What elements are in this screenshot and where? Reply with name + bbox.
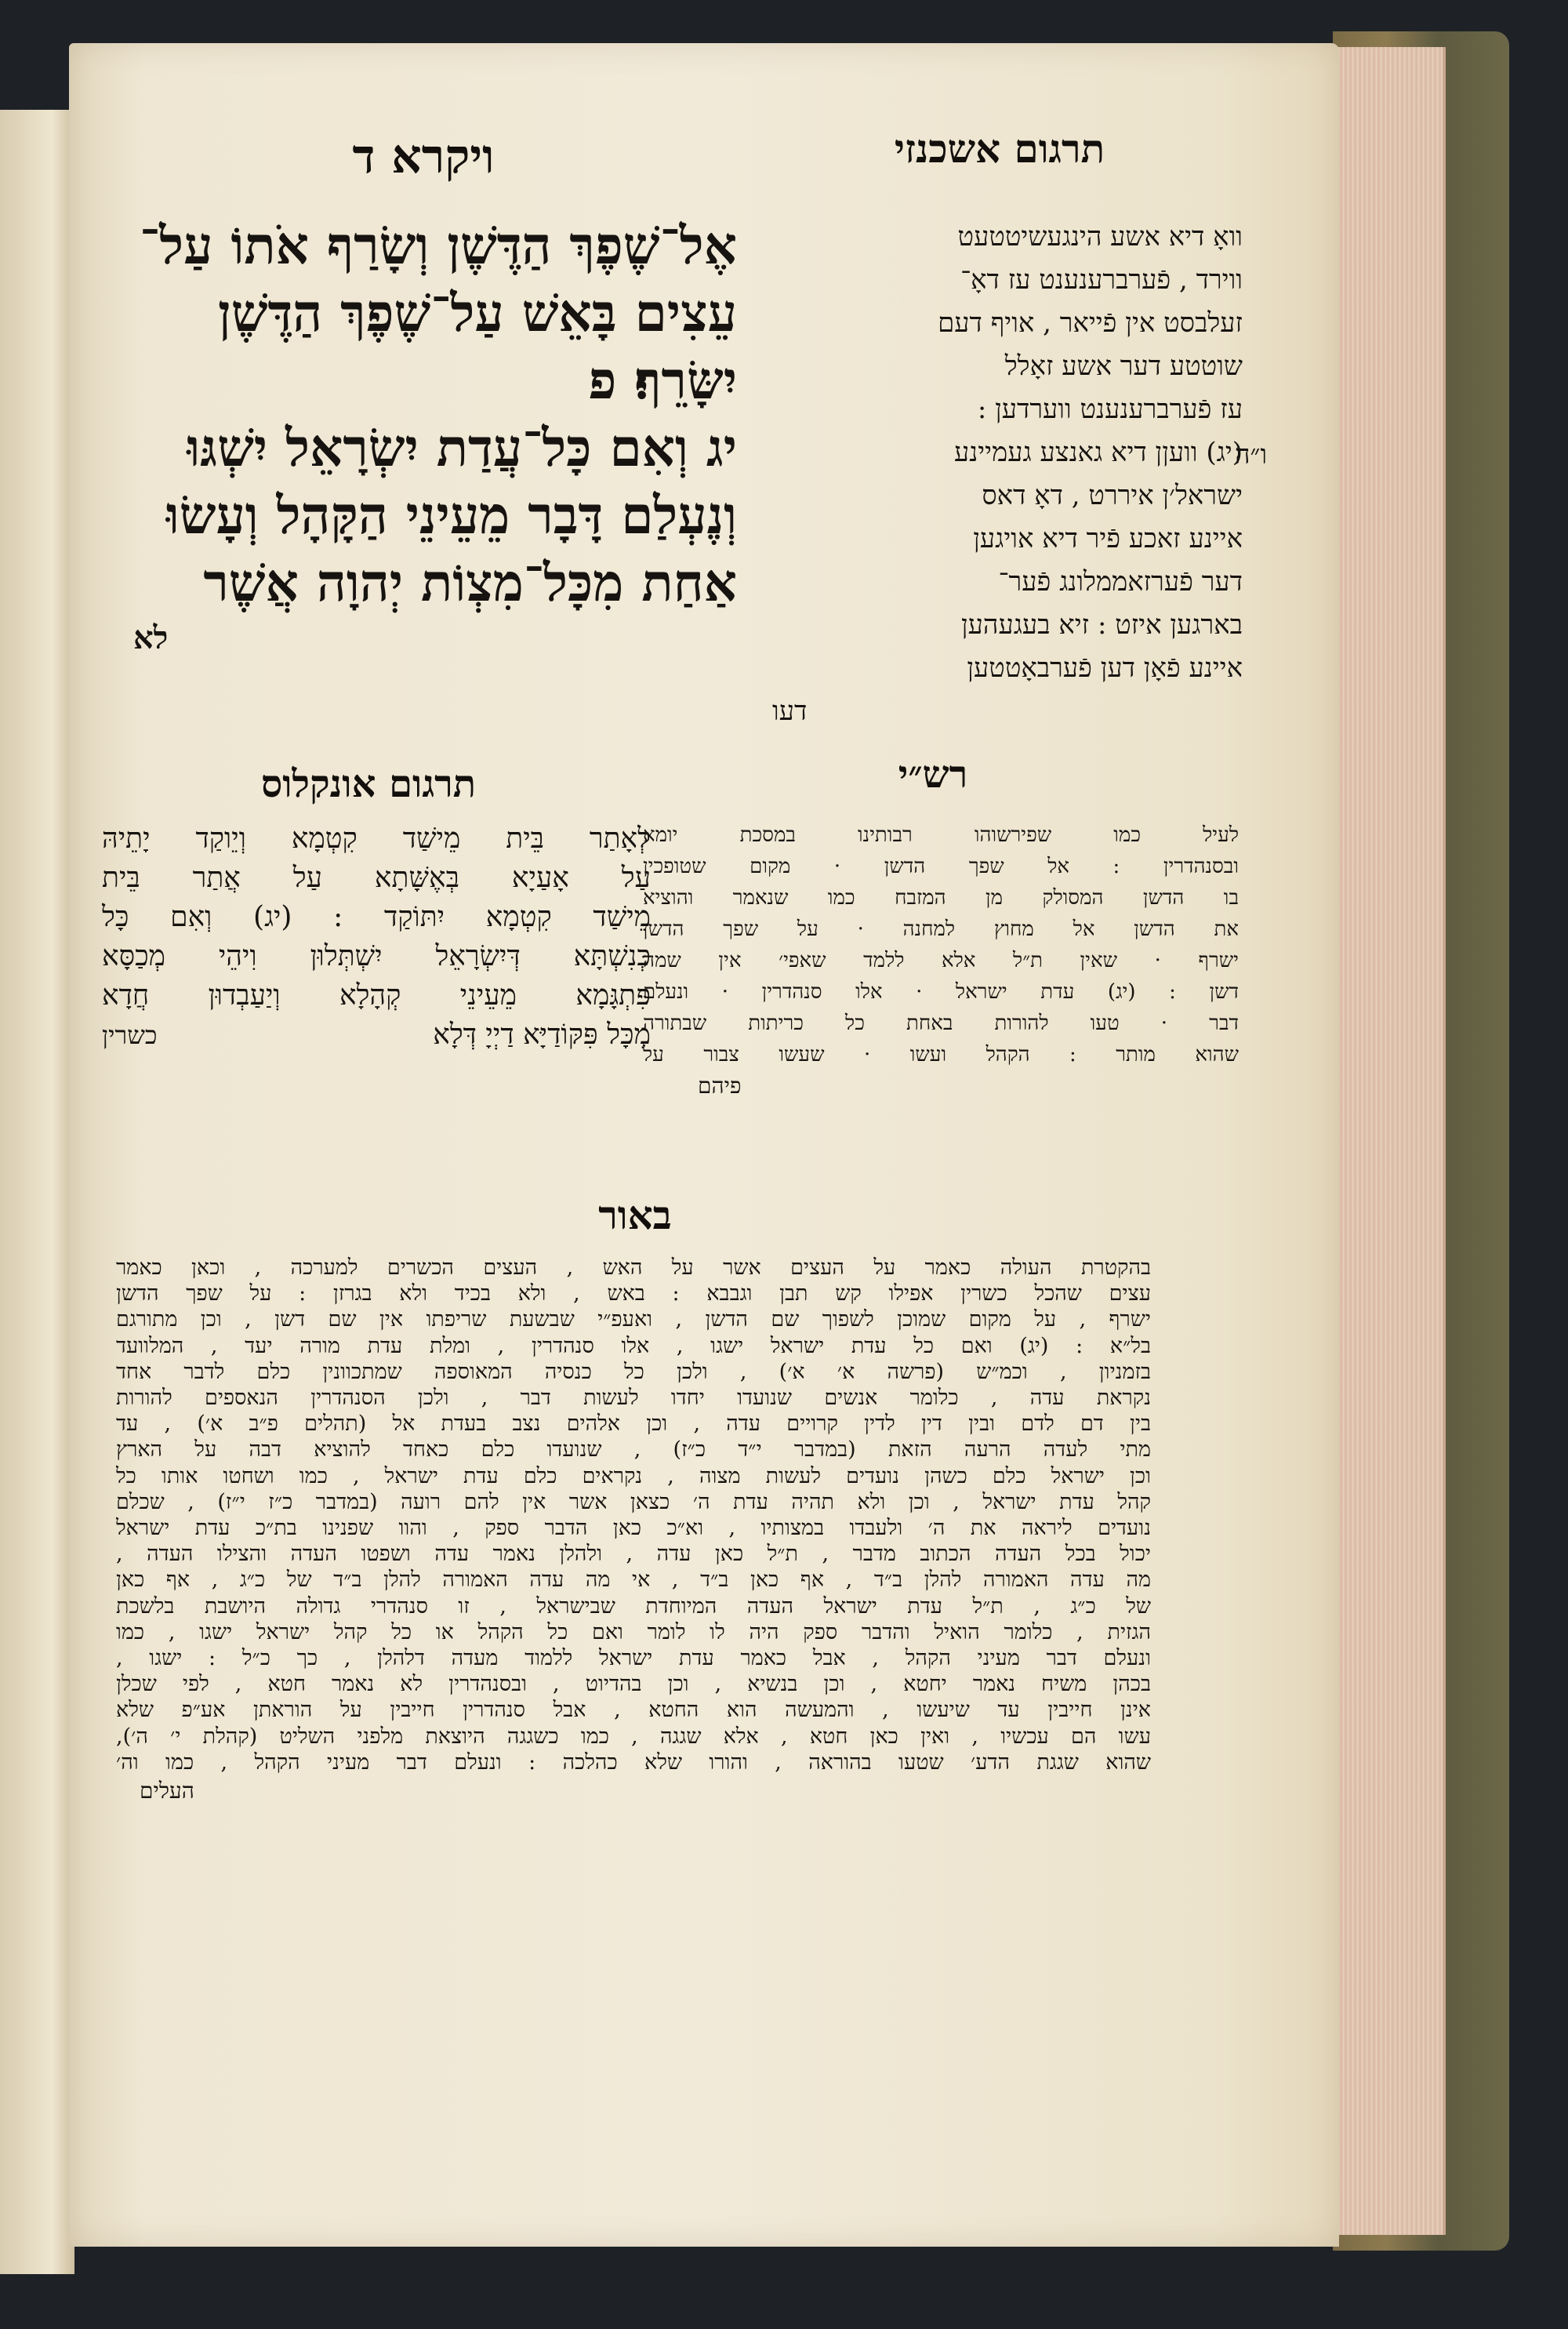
yiddish-line: ווירד , פֿערברענענט עז דאָ־ <box>960 264 1243 296</box>
biur-line: עשו הם עכשיו , ואין כאן חטא , אלא שגגה , כמו כשגגה היוצאת מלפני השליט (קהלת י׳ ה׳), <box>116 1724 1151 1749</box>
biur-catchword: העלים <box>140 1778 194 1804</box>
onkelos-line: לְאָתַר בֵּית מֵישַׁד קִטְמָא וְיֵוקַד יָתֵיהּ <box>102 823 651 855</box>
rashi-title: רש״י <box>898 753 968 797</box>
biur-line: מה עדה האמורה להלן ב״ד , אף כאן ב״ד , אי מה עדה האמורה להלן ב״ד של כ״ג , אף כאן <box>116 1568 1151 1593</box>
biur-line: קהל עדת ישראל , וכן ולא תהיה עדת ה׳ כצאן אשר אין להם רועה (במדבר כ״ז י״ז) , שכלם <box>116 1489 1151 1514</box>
rashi-line: בו הדשן המסולק מן המזבח כמו שנאמר והוציא <box>643 886 1239 910</box>
yiddish-line: דער פֿערזאממלונג פֿער־ <box>998 566 1243 598</box>
onkelos-line: מֵישַׁד קִטְמָא יִתּוֹקַד : (יג) וְאִם כָּל <box>102 901 651 933</box>
yiddish-line: איינע זאכע פֿיר דיא אויגען <box>973 523 1243 554</box>
onkelos-line: מִכָּל פִּקּוֹדַיָּא דַיְיָ דְּלָא <box>433 1019 651 1051</box>
biur-line: יכול בכל העדה הכתוב מדבר , ת״ל כאן עדה , ולהלן נאמר עדה ושפטו העדה והצילו העדה , <box>116 1542 1151 1567</box>
biur-line: מתי לעדה הרעה הזאת (במדבר י״ד כ״ז) , שנועדו כלם כאחד להוציא דבה על הארץ <box>116 1437 1151 1462</box>
rashi-line: ובסנהדרין : אל שפך הדשן · מקום שטופכין <box>643 855 1239 878</box>
biur-line: בהקטרת העולה כאמר על העצים אשר על האש , העצים הכשרים למערכה , וכאן כאמר <box>116 1255 1151 1280</box>
yiddish-translation <box>757 216 1243 733</box>
biur-line: הגזית , כלומר הואיל והדבר ספק היה לו לומר ואם כל הקהל או כל קהל ישראל ישגו , כמו <box>116 1619 1151 1644</box>
rashi-line: את הדשן אל מחוץ למחנה · על שפך הדשן <box>643 917 1239 941</box>
onkelos-block <box>102 819 651 1055</box>
yiddish-line: עז פֿערברענענט ווערדען : <box>977 394 1243 425</box>
rashi-line: דבר · טעו להורות באחת כל כריתות שבתורה <box>643 1012 1239 1035</box>
yiddish-line: בארגען איזט : זיא בעגעהען <box>961 609 1243 641</box>
verse-line: יִשָּׂרֵף׃ פ <box>588 350 737 411</box>
verse-line: עֵצִים בָּאֵשׁ עַל־שֶׁפֶךְ הַדֶּשֶׁן <box>217 282 737 343</box>
rashi-line: שהוא מותר : הקהל ועשו · שעשו צבור על <box>643 1043 1239 1066</box>
rashi-catchword: פיהם <box>698 1073 742 1099</box>
rashi-line: לעיל כמו שפירשוהו רבותינו במסכת יומא <box>643 823 1239 847</box>
biur-line: שהוא שגגת הדע׳ שטעו בהוראה , והורו שלא כהלכה : ונעלם דבר מעיני הקהל , כמו וה׳ <box>116 1749 1151 1775</box>
onkelos-line: כְּנִשְׁתָּא דְּיִשְׂרָאֵל יִשְׁתְּלוּן וִיהֵי מְכַסָּא <box>102 940 651 972</box>
yiddish-catchword: דעו <box>772 696 808 727</box>
verse-line: יג וְאִם כָּל־עֲדַת יִשְׂרָאֵל יִשְׁגּוּ <box>187 417 737 478</box>
verse-line: אַחַת מִכָּל־מִצְוֹת יְהוָה אֲשֶׁר <box>203 552 737 613</box>
verse-catchword: לא <box>133 619 169 656</box>
running-header-left: ויקרא ד <box>352 129 495 184</box>
verse-block <box>86 212 737 660</box>
biur-line: וכן ישראל כלם כשהן נועדים לעשות מצוה , נקראים כלם עדת ישראל , כמו ושחטו אותו כל <box>116 1463 1151 1488</box>
verse-line: וְנֶעְלַם דָּבָר מֵעֵינֵי הַקָּהָל וְעָשׂוּ <box>165 485 737 546</box>
biur-line: בל״א : (יג) ואם כל עדת ישראל ישגו , אלו סנהדרין , ומלת עדת מורה יעד , המלוועד <box>116 1333 1151 1358</box>
yiddish-line: שוטטע דער אשע זאָלל <box>1004 351 1243 382</box>
onkelos-catchword: כשרין <box>102 1020 158 1050</box>
biur-line: ונעלם דבר מעיני הקהל , אבל כאמר עדת ישראל ללמוד מעדה דלהלן , כך כ״ל : ישגו , <box>116 1646 1151 1671</box>
biur-line: אינן חייבין עד שיעשו , והמעשה הוא החטא , אבל סנהדרין חייבין על הוראתן אע״פ שלא <box>116 1698 1151 1723</box>
biur-line: ישרף , על מקום שמוכן לשפוך שם הדשן , ואעפ״י שבשעת שריפתו אין שם דשן , וכן מתורגם <box>116 1307 1151 1332</box>
yiddish-line: זעלבסט אין פֿייאר , אויף דעם <box>938 307 1243 339</box>
rashi-line: ישרף · שאין ת״ל אלא ללמד שאפי׳ אין שמה <box>643 949 1239 972</box>
yiddish-line: איינע פֿאָן דען פֿערבאָטטען <box>967 652 1243 684</box>
biur-line: בכהן משיח נאמר יחטא , וכן בנשיא , וכן בהדיוט , ובסנהדרין לא נאמר חטא , לפי שכלן <box>116 1672 1151 1697</box>
page-block-edge <box>1325 47 1446 2235</box>
biur-line: בזמניון , וכמ״ש (פרשה א׳ א׳) , ולכן כל כנסיה המאוספה שמתכוונין כלם לדבר אחד <box>116 1359 1151 1384</box>
biur-title: באור <box>598 1192 672 1238</box>
yiddish-line: ישראל׳ן איררט , דאָ דאס <box>982 480 1243 511</box>
onkelos-line: עַל אָעַיָא בְּאֶשָּׁתָא עַל אֲתַר בֵּית <box>102 862 651 894</box>
biur-line: נועדים ליראה את ה׳ ולעבדו במצותיו , וא״כ כאן הדבר ספק , והוו שפנינו בת״כ עדת ישראל <box>116 1516 1151 1541</box>
verse-line: אֶל־שֶׁפֶךְ הַדֶּשֶׁן וְשָׂרַף אֹתוֹ עַל־ <box>140 215 737 276</box>
onkelos-title: תרגום אונקלוס <box>260 762 477 806</box>
biur-line: עצים שהכל כשרין אפילו קש תבן וגבבא : באש , ולא בכיד ולא בגרזן : על שפך הדשן <box>116 1281 1151 1306</box>
running-header-right: תרגום אשכנזי <box>894 125 1105 172</box>
margin-mark: ו״ה <box>1235 439 1268 471</box>
rashi-block <box>643 819 1239 1102</box>
yiddish-line: (יג) וועןן דיא גאנצע געמיינע <box>953 437 1243 468</box>
rashi-line: דשן : (יג) עדת ישראל · אלו סנהדרין · ונעלם <box>643 980 1239 1004</box>
biur-line: נקראת עדה , כלומר אנשים שנועדו יחדו לעשות דבר , ולכן הסנהדרין הנאספים להורות <box>116 1386 1151 1411</box>
biur-line: בין דם לדם ובין דין לדין קרויים עדה , וכן אלהים נצב בעדת אל (תהלים פ״ב א׳) , עד <box>116 1412 1151 1437</box>
yiddish-line: וואָ דיא אשע הינגעשיטטעט <box>957 221 1243 253</box>
biur-line: של כ״ג , ת״ל עדת ישראל העדה המיוחדת שבישראל , זו סנהדרי גדולה היושבת בלשכת <box>116 1593 1151 1619</box>
biur-block <box>116 1255 1151 1807</box>
adjacent-page-edge <box>0 110 74 2274</box>
onkelos-line: פִּתְגָּמָא מֵעֵינֵי קְהָלָא וְיַעַבְדוּן חֲדָא <box>102 979 651 1012</box>
